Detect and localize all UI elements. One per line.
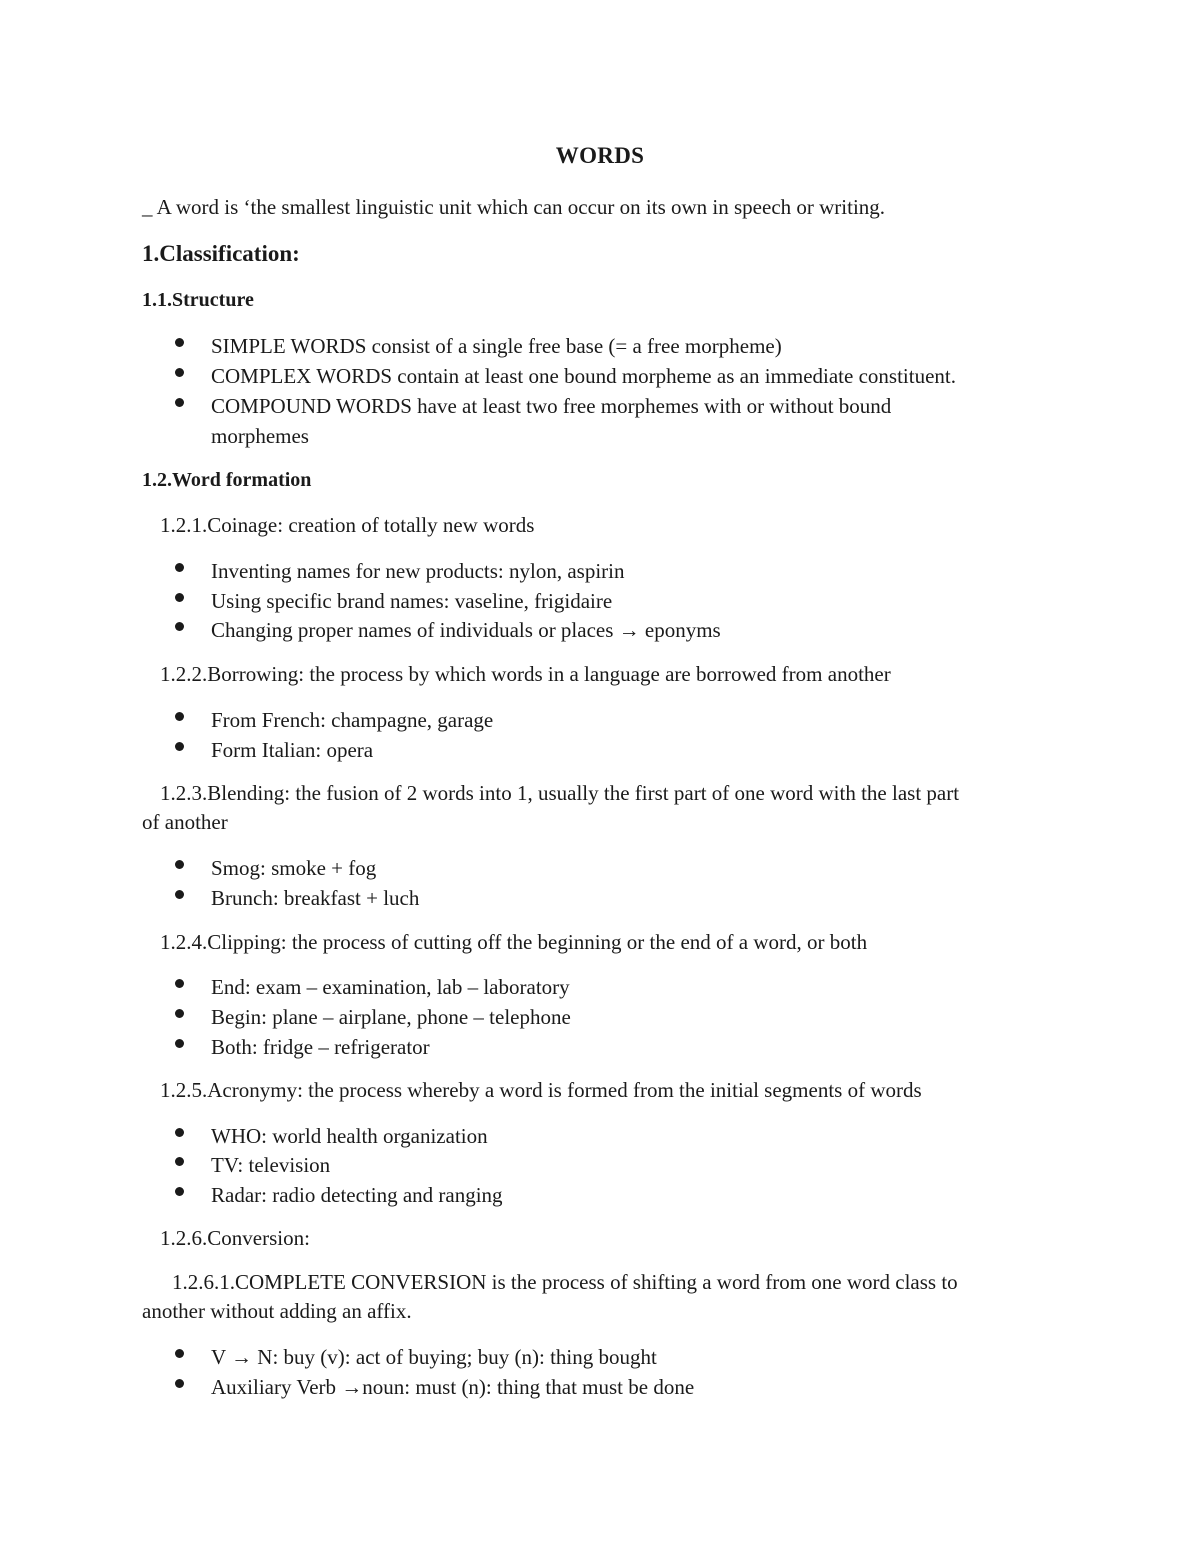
list-item: Using specific brand names: vaseline, frigidaire — [211, 589, 613, 613]
list-item: COMPOUND WORDS have at least two free morphemes with or without bound — [211, 394, 892, 418]
list-item-continuation: morphemes — [211, 424, 309, 448]
subheading-blending-cont: of another — [142, 810, 228, 834]
bullet-icon — [175, 563, 184, 572]
bullet-icon — [175, 1009, 184, 1018]
arrow-right-icon: → — [231, 1345, 253, 1369]
list-item: Form Italian: opera — [211, 738, 374, 762]
heading-classification: 1.Classification: — [142, 241, 300, 266]
arrow-right-icon: → — [341, 1375, 363, 1399]
list-item: TV: television — [211, 1153, 331, 1177]
subheading-complete-conversion: 1.2.6.1.COMPLETE CONVERSION is the process of shifting a word from one word class to — [172, 1270, 958, 1294]
bullet-icon — [175, 712, 184, 721]
bullet-icon — [175, 368, 184, 377]
bullet-icon — [175, 398, 184, 407]
subheading-complete-conversion-cont: another without adding an affix. — [142, 1299, 412, 1323]
list-item: Both: fridge – refrigerator — [211, 1035, 430, 1059]
bullet-icon — [175, 1128, 184, 1137]
bullet-icon — [175, 860, 184, 869]
list-item: Brunch: breakfast + luch — [211, 886, 420, 910]
list-item — [211, 1342, 657, 1372]
list-item: Smog: smoke + fog — [211, 856, 377, 880]
bullet-icon — [175, 1157, 184, 1166]
subheading-blending: 1.2.3.Blending: the fusion of 2 words into 1, usually the first part of one word with the last part — [160, 781, 960, 805]
list-item — [211, 1372, 694, 1402]
bullet-icon — [175, 593, 184, 602]
bullet-icon — [175, 1379, 184, 1388]
bullet-icon — [175, 1187, 184, 1196]
subheading-acronymy: 1.2.5.Acronymy: the process whereby a word is formed from the initial segments of words — [160, 1078, 922, 1102]
list-item-text: Changing proper names of individuals or places — [211, 618, 614, 642]
intro-paragraph: _ A word is ‘the smallest linguistic unit which can occur on its own in speech or writing. — [142, 195, 886, 219]
list-item-text: eponyms — [644, 618, 721, 642]
page-title: WORDS — [555, 143, 645, 168]
bullet-icon — [175, 890, 184, 899]
subheading-conversion: 1.2.6.Conversion: — [160, 1226, 310, 1250]
list-item-text: N: buy (v): act of buying; buy (n): thing bought — [257, 1345, 657, 1369]
list-item: Begin: plane – airplane, phone – telephone — [211, 1005, 571, 1029]
list-item — [211, 615, 721, 645]
list-item: SIMPLE WORDS consist of a single free base (= a free morpheme) — [211, 334, 782, 358]
subheading-clipping: 1.2.4.Clipping: the process of cutting off the beginning or the end of a word, or both — [160, 930, 868, 954]
list-item: COMPLEX WORDS contain at least one bound morpheme as an immediate constituent. — [211, 364, 956, 388]
list-item-text: noun: must (n): thing that must be done — [362, 1375, 695, 1399]
list-item: Radar: radio detecting and ranging — [211, 1183, 503, 1207]
bullet-icon — [175, 622, 184, 631]
list-item: Inventing names for new products: nylon, aspirin — [211, 559, 625, 583]
bullet-icon — [175, 742, 184, 751]
list-item: End: exam – examination, lab – laboratory — [211, 975, 570, 999]
bullet-icon — [175, 338, 184, 347]
heading-structure: 1.1.Structure — [142, 289, 254, 311]
subheading-borrowing: 1.2.2.Borrowing: the process by which words in a language are borrowed from another — [160, 662, 891, 686]
bullet-icon — [175, 1349, 184, 1358]
subheading-coinage: 1.2.1.Coinage: creation of totally new words — [160, 513, 535, 537]
list-item: WHO: world health organization — [211, 1124, 488, 1148]
bullet-icon — [175, 1039, 184, 1048]
bullet-icon — [175, 979, 184, 988]
list-item: From French: champagne, garage — [211, 708, 494, 732]
arrow-right-icon: → — [618, 618, 640, 642]
list-item-text: Auxiliary Verb — [211, 1375, 337, 1399]
list-item-text: V — [211, 1345, 226, 1369]
heading-word-formation: 1.2.Word formation — [142, 469, 312, 491]
